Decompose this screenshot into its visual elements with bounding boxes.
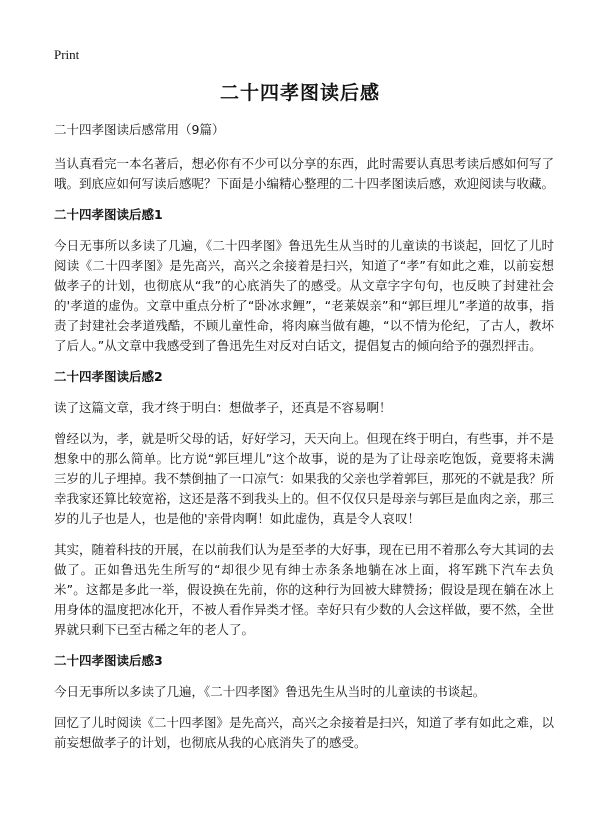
section-2	[54, 367, 554, 640]
paragraph: 曾经以为，孝，就是听父母的话，好好学习，天天向上。但现在终于明白，有些事，并不是想象中的那么简单。比方说“郭巨埋儿”这个故事，说的是为了让母亲吃饱饭，竟要将未满三岁的儿子埋掉。我不禁倒抽了一口凉气：如果我的父亲也学着郭巨，那死的不就是我？所幸我家还算比较宽裕，这还是落不到我头上的。但不仅仅只是母亲与郭巨是血肉之亲，那三岁的儿子也是人，也是他的'亲骨肉啊！如此虚伪，真是令人哀叹！	[54, 431, 555, 526]
section-heading: 二十四孝图读后感2	[54, 369, 163, 384]
section-1	[54, 205, 554, 356]
paragraph: 读了这篇文章，我才终于明白：想做孝子，还真是不容易啊！	[54, 400, 392, 415]
paragraph: 今日无事所以多读了几遍，《二十四孝图》鲁迅先生从当时的儿童读的书谈起，回忆了儿时阅读《二十四孝图》是先高兴，高兴之余接着是扫兴，知道了“孝”有如此之难，以前妄想做孝子的计划，也彻底从“我”的心底消失了的感受。从文章字字句句，也反映了封建社会的'孝道的虚伪。文章中重点分析了“卧冰求鲤”，“老莱娱亲”和“郭巨埋儿”孝道的故事，指责了封建社会孝道残酷，不顾儿童性命，将肉麻当做有趣，“以不情为伦纪，了古人，教坏了后人。”从文章中我感受到了鲁迅先生对反对白话文，提倡复古的倾向给予的强烈抨击。	[54, 238, 554, 353]
section-3	[54, 651, 554, 753]
section-heading: 二十四孝图读后感3	[54, 653, 163, 668]
document-body	[54, 120, 554, 764]
intro-paragraph: 当认真看完一本名著后，想必你有不少可以分享的东西，此时需要认真思考读后感如何写了哦。到底应如何写读后感呢？下面是小编精心整理的二十四孝图读后感，欢迎阅读与收藏。	[54, 156, 555, 191]
paragraph: 回忆了儿时阅读《二十四孝图》是先高兴，高兴之余接着是扫兴，知道了孝有如此之难，以前妄想做孝子的计划，也彻底从我的心底消失了的感受。	[54, 715, 555, 750]
paragraph: 今日无事所以多读了几遍，《二十四孝图》鲁迅先生从当时的儿童读的书谈起。	[54, 684, 486, 699]
page-title: 二十四孝图读后感	[219, 82, 380, 104]
paragraph: 其实，随着科技的开展，在以前我们认为是至孝的大好事，现在已用不着那么夸大其词的去做了。正如鲁迅先生所写的“却很少见有绅士赤条条地躺在冰上面，将军跳下汽车去负米”。这都是多此一举，假设换在先前，你的这种行为回被大肆赞扬；假设是现在躺在冰上用身体的温度把冰化开，不被人看作异类才怪。幸好只有少数的人会这样做，要不然，全世界就只剩下已至古稀之年的老人了。	[54, 542, 555, 637]
subtitle: 二十四孝图读后感常用（9篇）	[54, 122, 225, 137]
print-link[interactable]: Print	[54, 47, 80, 62]
section-heading: 二十四孝图读后感1	[54, 207, 163, 222]
